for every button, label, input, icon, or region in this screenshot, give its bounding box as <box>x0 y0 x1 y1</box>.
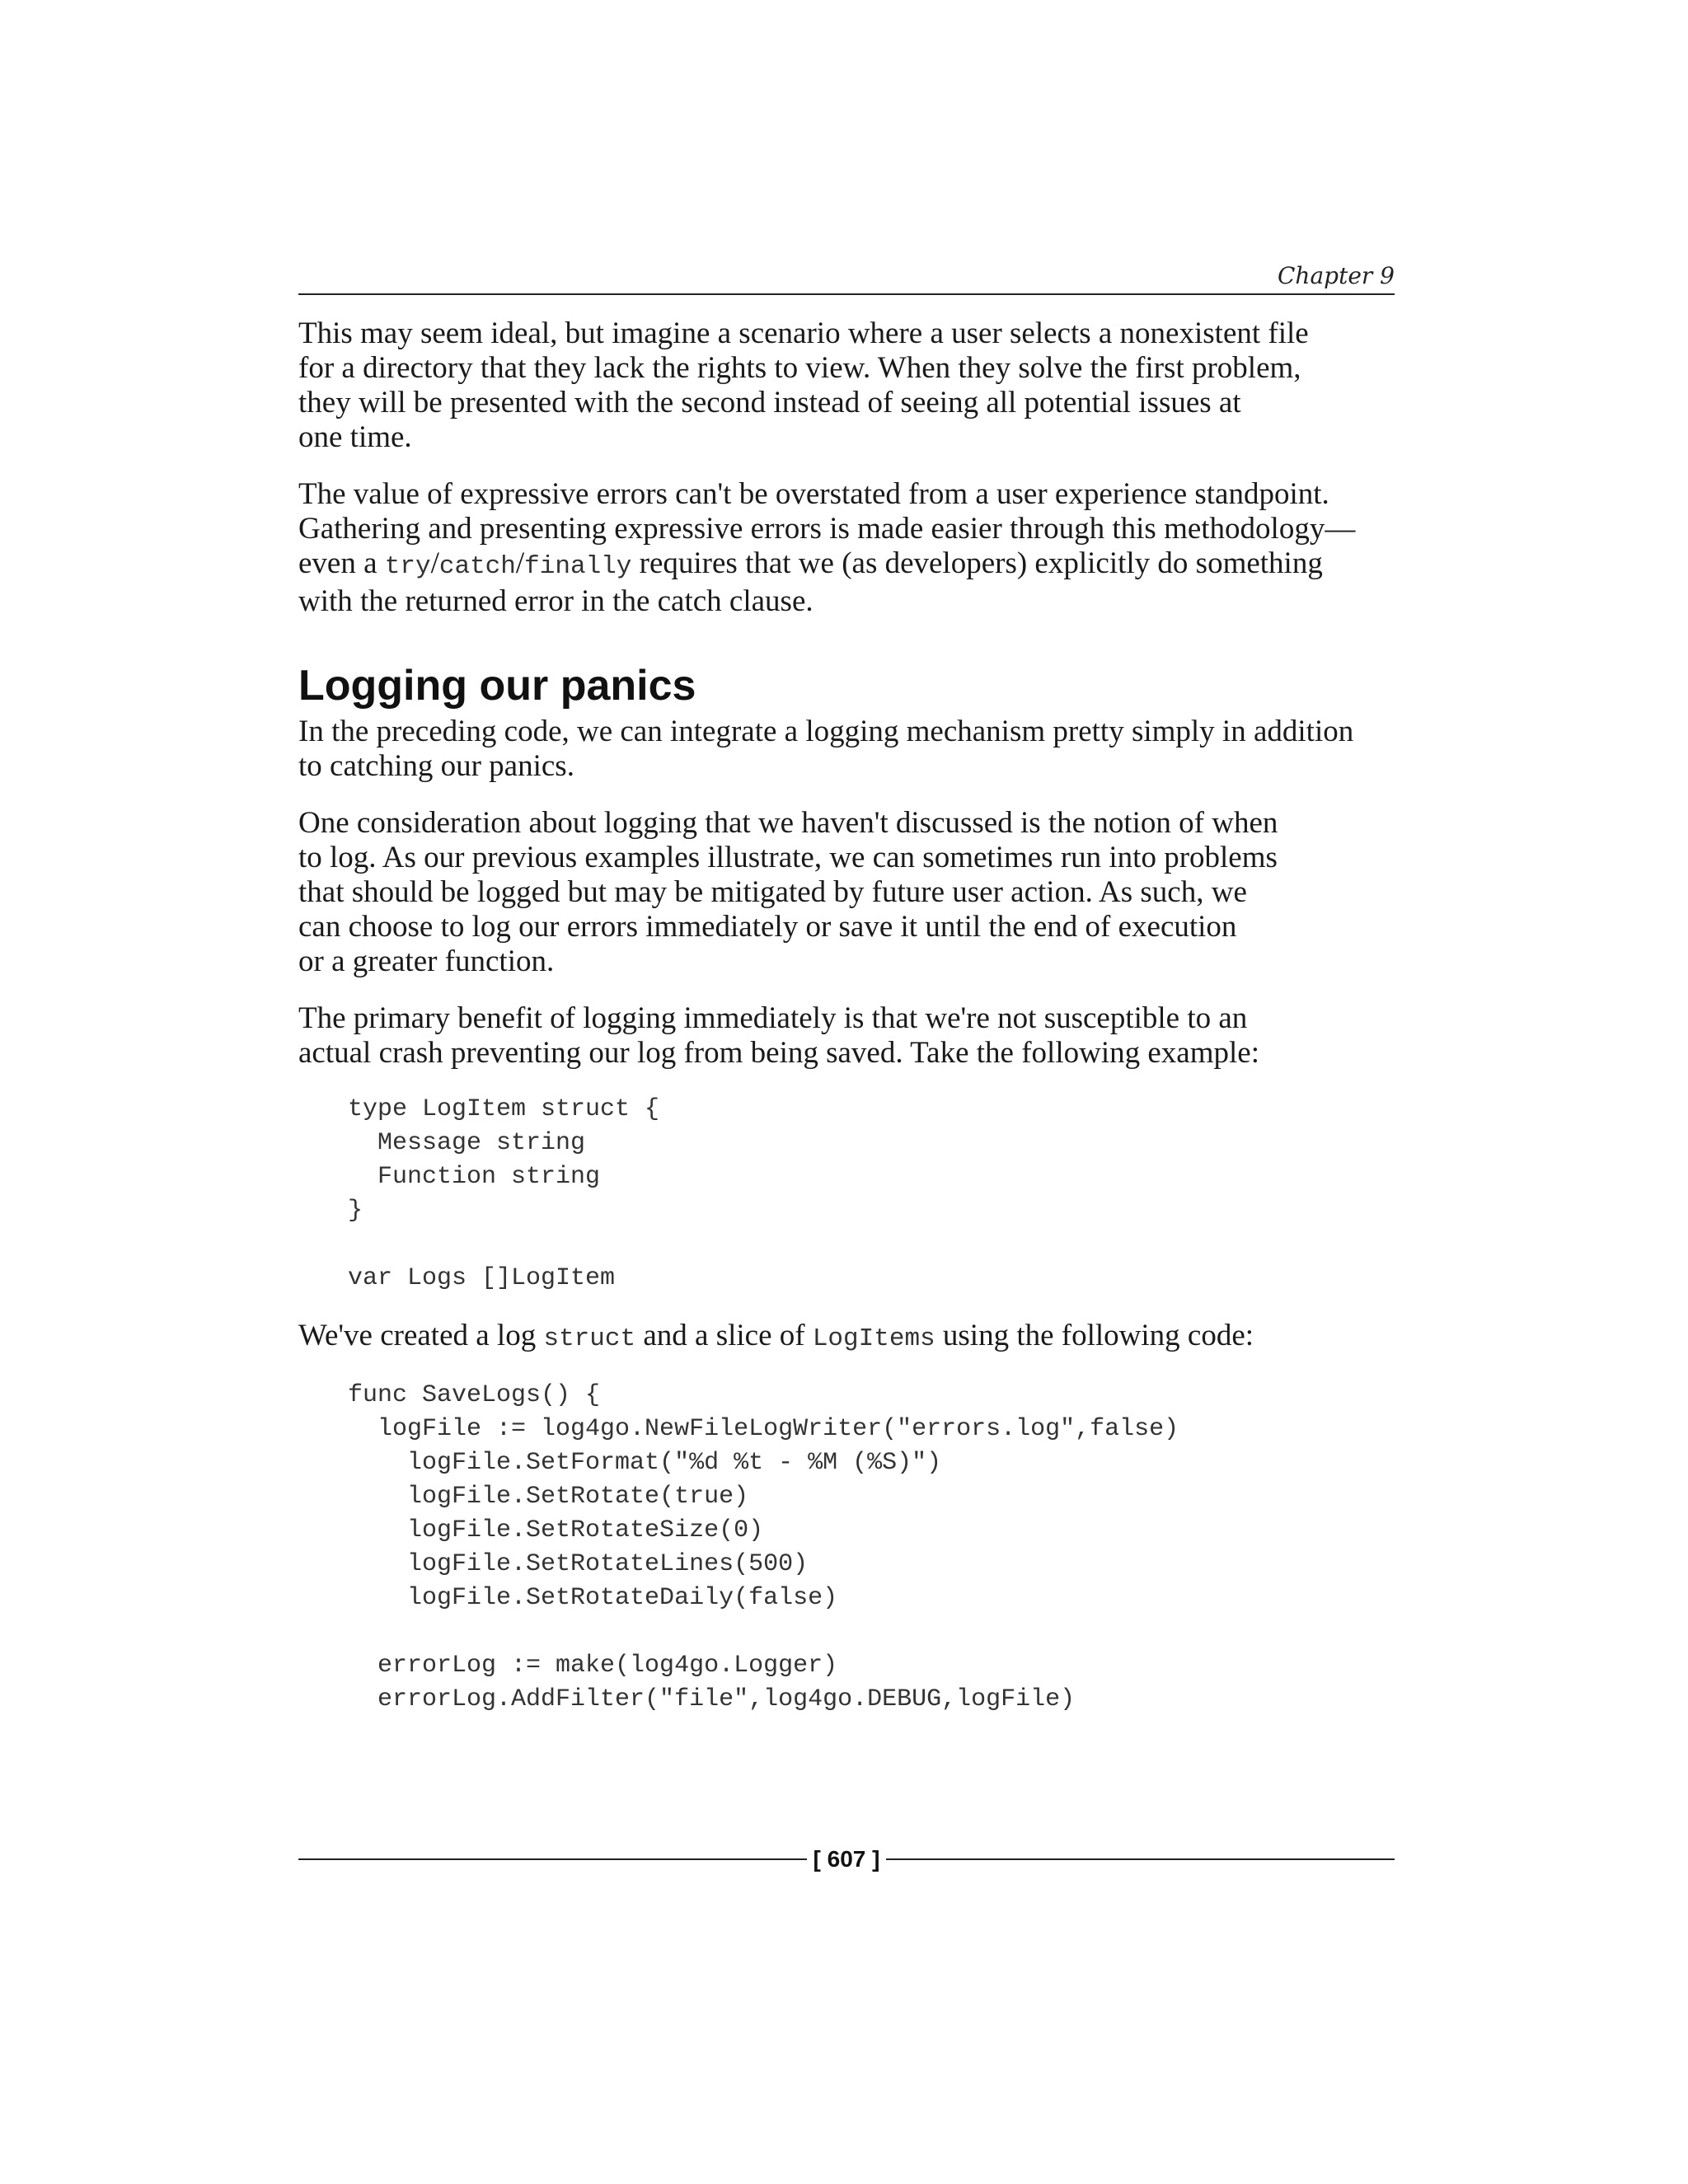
paragraph-when-to-log: One consideration about logging that we haven't discussed is the notion of when to log. As our previous examples illustrate, we can sometimes run into problems that should be logged but may be mitigated by future user action. As such, we can choose to log our errors immediately or save it until the end of execution or a greater function. <box>298 806 1278 978</box>
section-heading: Logging our panics <box>298 662 696 710</box>
inline-code-try: try <box>384 552 431 581</box>
paragraph-created-log-pre: We've created a log <box>298 1319 544 1352</box>
paragraph-primary-benefit: The primary benefit of logging immediately is that we're not susceptible to an actual crash preventing our log from being saved. Take the following example: <box>298 1001 1259 1070</box>
paragraph-created-log-mid: and a slice of <box>635 1319 813 1352</box>
paragraph-created-log <box>298 1319 1395 1357</box>
code-block-logitem: type LogItem struct { Message string Function string } var Logs []LogItem <box>348 1095 660 1292</box>
paragraph-expressive-errors-line4: with the returned error in the catch clause. <box>298 584 814 618</box>
paragraph-expressive-errors-pre: even a <box>298 546 385 580</box>
paragraph-created-log-post: using the following code: <box>935 1319 1254 1352</box>
footer-rule-right <box>886 1858 1395 1860</box>
paragraph-expressive-errors <box>298 477 1395 619</box>
paragraph-expressive-errors-post: requires that we (as developers) explicitly do something <box>631 546 1323 580</box>
header-rule <box>298 293 1395 295</box>
inline-code-struct: struct <box>543 1324 636 1353</box>
paragraph-expressive-errors-line2: Gathering and presenting expressive errors is made easier through this methodology— <box>298 512 1356 546</box>
running-head-chapter: Chapter 9 <box>1278 262 1395 289</box>
paragraph-expressive-errors-line1: The value of expressive errors can't be overstated from a user experience standpoint. <box>298 477 1329 511</box>
footer-rule-left <box>298 1858 807 1860</box>
inline-code-logitems: LogItems <box>812 1324 935 1353</box>
inline-code-finally: finally <box>524 552 632 581</box>
page-body <box>298 316 1395 1740</box>
paragraph-preceding-code: In the preceding code, we can integrate a logging mechanism pretty simply in addition to catching our panics. <box>298 715 1354 783</box>
inline-code-catch: catch <box>438 552 516 581</box>
slash-separator: / <box>515 546 525 580</box>
page-number: [ 607 ] <box>813 1846 880 1872</box>
paragraph-scenario: This may seem ideal, but imagine a scenario where a user selects a nonexistent file for a directory that they lack the rights to view. When they solve the first problem, they will be presented with the second instead of seeing all potential issues at one time. <box>298 316 1309 454</box>
page-footer <box>298 1843 1395 1876</box>
code-block-savelogs: func SaveLogs() { logFile := log4go.NewFileLogWriter("errors.log",false) logFile.SetFormat("%d %t - %M (%S)") logFile.SetRotate(true) logFile.SetRotateSize(0) logFile.SetRotateLines(500) logFile.SetRotateDaily(false) errorLog := make(log4go.Logger) errorLog.AddFilter("file",log4go.DEBUG,logFile) <box>348 1381 1179 1713</box>
slash-separator: / <box>430 546 439 580</box>
